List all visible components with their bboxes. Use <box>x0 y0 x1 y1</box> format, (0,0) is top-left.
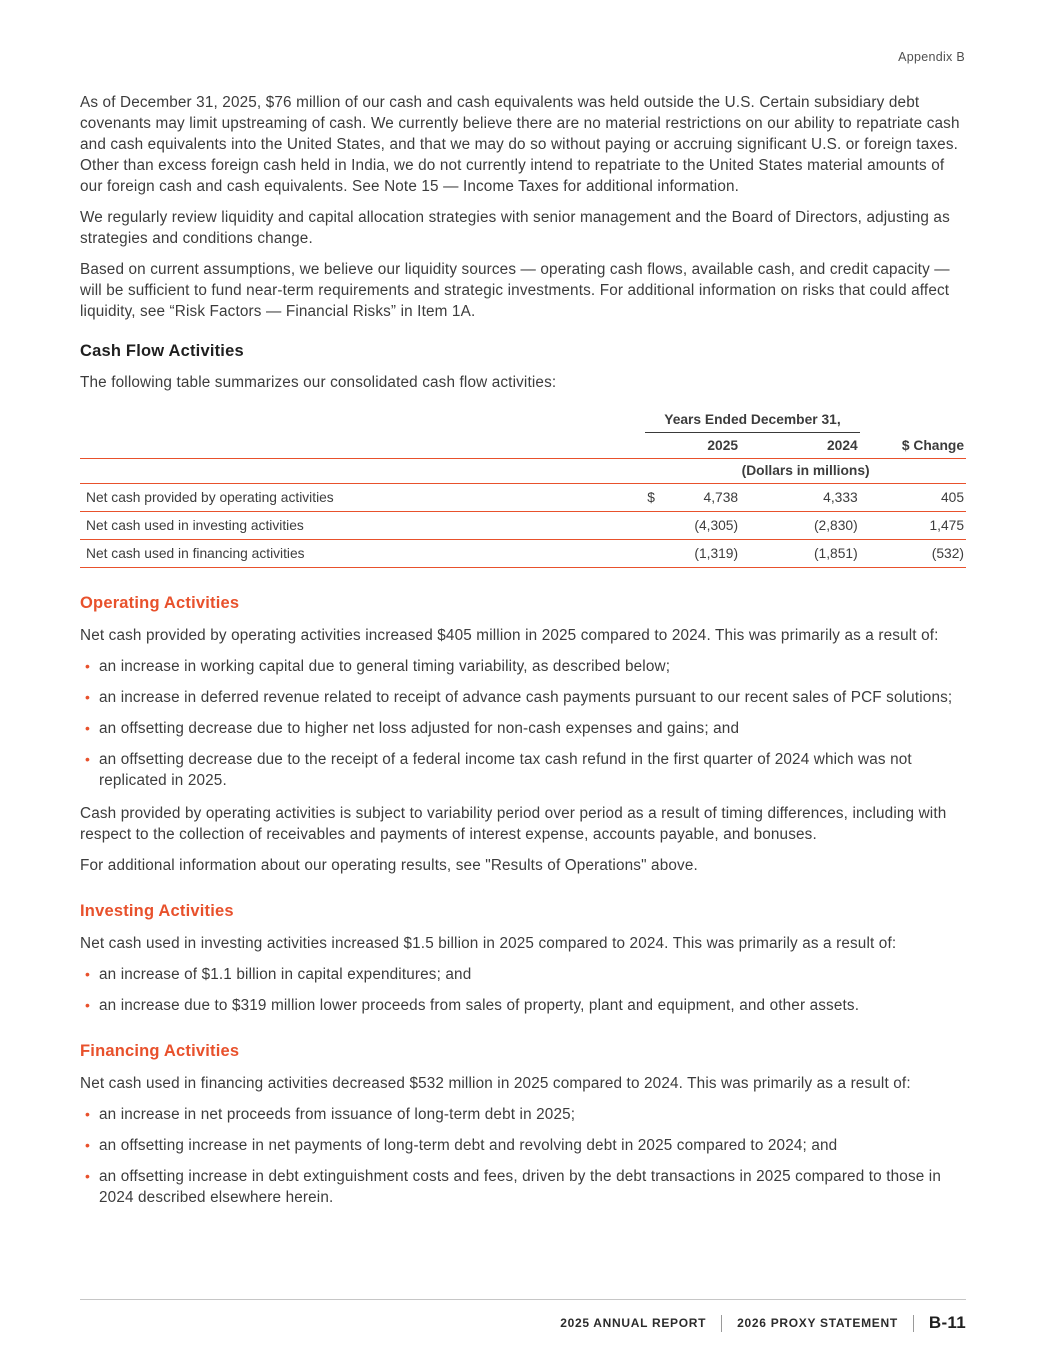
row-label: Net cash used in investing activities <box>80 512 645 540</box>
list-item <box>80 995 966 1016</box>
column-header-2025: 2025 <box>645 433 740 459</box>
intro-paragraph-3: Based on current assumptions, we believe our liquidity sources — operating cash flows, available cash, and credit capacity — will be sufficient to fund near-term requirements and strategic investments. For additional information on risks that could affect liquidity, see “Risk Factors — Financial Risks” in Item 1A. <box>80 261 950 320</box>
bullet-icon: • <box>85 1137 91 1153</box>
table-row <box>80 484 966 512</box>
intro-paragraph-2: We regularly review liquidity and capital allocation strategies with senior management and the Board of Directors, adjusting as strategies and conditions change. <box>80 209 950 247</box>
bullet-icon: • <box>85 966 91 982</box>
bullet-text: an offsetting decrease due to the receipt of a federal income tax cash refund in the first quarter of 2024 which was not replicated in 2025. <box>99 751 912 789</box>
list-item <box>80 718 966 739</box>
bullet-icon: • <box>85 720 91 736</box>
empty-cell <box>80 459 645 484</box>
value-2025: 4,738 <box>703 490 739 505</box>
row-value-2024: 4,333 <box>740 484 860 512</box>
years-ended-header: Years Ended December 31, <box>645 407 859 433</box>
row-value-2025: (4,305) <box>645 512 740 540</box>
empty-cell <box>80 407 645 433</box>
row-value-change: 1,475 <box>860 512 966 540</box>
bullet-icon: • <box>85 751 91 767</box>
page-number: B-11 <box>928 1313 966 1332</box>
operating-paragraph-3: For additional information about our operating results, see "Results of Operations" above. <box>80 857 698 874</box>
empty-cell <box>860 407 966 433</box>
table-row <box>80 512 966 540</box>
cash-flow-activities-heading: Cash Flow Activities <box>80 342 244 360</box>
bullet-icon: • <box>85 689 91 705</box>
currency-symbol: $ <box>647 490 655 505</box>
row-value-2024: (1,851) <box>740 540 860 568</box>
bullet-text: an increase in net proceeds from issuance of long-term debt in 2025; <box>99 1106 576 1123</box>
bullet-text: an increase in working capital due to general timing variability, as described below; <box>99 658 671 675</box>
row-value-2025: (1,319) <box>645 540 740 568</box>
list-item <box>80 1104 966 1125</box>
bullet-text: an increase in deferred revenue related to receipt of advance cash payments pursuant to our recent sales of PCF solutions; <box>99 689 953 706</box>
cash-flow-table <box>80 407 966 568</box>
footer-divider <box>721 1315 722 1332</box>
footer-divider <box>913 1315 914 1332</box>
bullet-text: an offsetting decrease due to higher net loss adjusted for non-cash expenses and gains; and <box>99 720 740 737</box>
operating-intro: Net cash provided by operating activities increased $405 million in 2025 compared to 2024. This was primarily as a result of: <box>80 627 939 644</box>
list-item <box>80 687 966 708</box>
appendix-label: Appendix B <box>898 50 965 64</box>
bullet-icon: • <box>85 1168 91 1184</box>
row-label: Net cash used in financing activities <box>80 540 645 568</box>
row-value-change: (532) <box>860 540 966 568</box>
annual-report-label: 2025 ANNUAL REPORT <box>560 1316 707 1330</box>
financing-bullet-list <box>80 1104 966 1208</box>
operating-paragraph-2: Cash provided by operating activities is subject to variability period over period as a result of timing differences, including with respect to the collection of receivables and payments of interest expense, accounts payable, and bonuses. <box>80 805 947 843</box>
investing-activities-heading: Investing Activities <box>80 902 234 920</box>
column-header-change: $ Change <box>860 433 966 459</box>
row-value-2024: (2,830) <box>740 512 860 540</box>
empty-cell <box>80 433 645 459</box>
column-header-2024: 2024 <box>740 433 860 459</box>
bullet-text: an offsetting increase in debt extinguishment costs and fees, driven by the debt transactions in 2025 compared to those in 2024 described elsewhere herein. <box>99 1168 942 1206</box>
row-value-change: 405 <box>860 484 966 512</box>
operating-activities-heading: Operating Activities <box>80 594 240 612</box>
intro-paragraph-1: As of December 31, 2025, $76 million of our cash and cash equivalents was held outside the U.S. Certain subsidiary debt covenants may limit upstreaming of cash. We currently believe there are no material restrictions on our ability to repatriate cash and cash equivalents into the United States, and that we may do so without paying or accruing significant U.S. or foreign taxes. Other than excess foreign cash held in India, we do not currently intend to repatriate to the United States material amounts of our foreign cash and cash equivalents. See Note 15 — Income Taxes for additional information. <box>80 94 960 195</box>
page-footer <box>80 1299 966 1333</box>
row-label: Net cash provided by operating activities <box>80 484 645 512</box>
cash-flow-table-intro: The following table summarizes our consolidated cash flow activities: <box>80 374 557 391</box>
table-units-row <box>80 459 966 484</box>
list-item <box>80 656 966 677</box>
investing-intro: Net cash used in investing activities increased $1.5 billion in 2025 compared to 2024. This was primarily as a result of: <box>80 935 897 952</box>
list-item <box>80 1135 966 1156</box>
operating-bullet-list <box>80 656 966 791</box>
list-item <box>80 1166 966 1208</box>
bullet-text: an offsetting increase in net payments of long-term debt and revolving debt in 2025 compared to 2024; and <box>99 1137 838 1154</box>
financing-activities-heading: Financing Activities <box>80 1042 240 1060</box>
investing-bullet-list <box>80 964 966 1016</box>
financing-intro: Net cash used in financing activities decreased $532 million in 2025 compared to 2024. This was primarily as a result of: <box>80 1075 911 1092</box>
bullet-text: an increase due to $319 million lower proceeds from sales of property, plant and equipment, and other assets. <box>99 997 860 1014</box>
bullet-text: an increase of $1.1 billion in capital expenditures; and <box>99 966 472 983</box>
table-years-header-row <box>80 407 966 433</box>
list-item <box>80 749 966 791</box>
bullet-icon: • <box>85 1106 91 1122</box>
row-value-2025 <box>645 484 740 512</box>
list-item <box>80 964 966 985</box>
bullet-icon: • <box>85 997 91 1013</box>
proxy-statement-label: 2026 PROXY STATEMENT <box>737 1316 898 1330</box>
units-note: (Dollars in millions) <box>645 459 966 484</box>
bullet-icon: • <box>85 658 91 674</box>
table-row <box>80 540 966 568</box>
table-column-header-row <box>80 433 966 459</box>
